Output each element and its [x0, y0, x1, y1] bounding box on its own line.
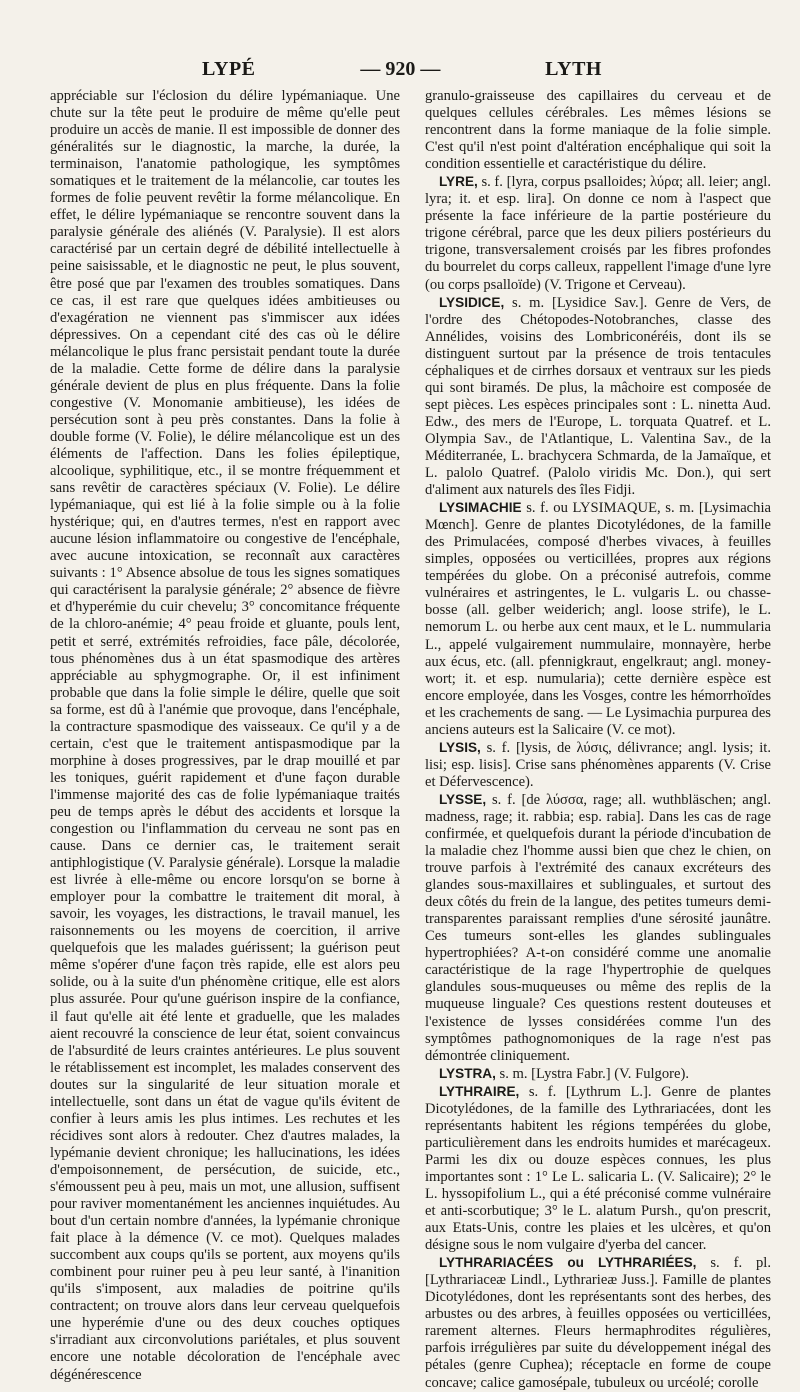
entry-body: s. m. [Lystra Fabr.] (V. Fulgore).	[495, 1065, 689, 1082]
entry-lythraire	[425, 1083, 771, 1254]
header-right-word: LYTH	[545, 57, 602, 80]
left-column-text: appréciable sur l'éclosion du délire lypémaniaque. Une chute sur la tête peut le produire de même qu'elle peut produire un accès de manie. Il est impossible de donner des généralités sur le diagnostic, la marche, la durée, la terminaison, l'anatomie pathologique, les symptômes somatiques et le traitement de la mélancolie, car toutes les formes de folie peuvent revêtir la forme mélancolique. En effet, le délire lypémaniaque se rencontre souvent dans la paralysie générale des aliénés (V. Paralysie). Il est alors caractérisé par un certain degré de débilité intellectuelle à peine saisissable, et le diagnostic ne peut, le plus souvent, être posé que par l'examen des troubles somatiques. Dans ce cas, il est rare que quelques idées ambitieuses ou d'exagération ne viennent pas s'immiscer aux idées dépressives. On a cependant cité des cas où le délire mélancolique le plus franc persistait pendant toute la durée de la maladie. Cette forme de délire dans la paralysie générale devient de plus en plus fréquente. Dans la folie congestive (V. Monomanie ambitieuse), les idées de persécution sont à peu près constantes. Dans la folie à double forme (V. Folie), le délire mélancolique est un des éléments de l'affection. Dans les folies épileptique, alcoolique, syphilitique, etc., il se montre fréquemment et sans revêtir de caractères spéciaux (V. Folie). Le délire lypémaniaque, qui est lié à la folie simple ou à la folie hystérique; qui, en d'autres termes, n'est en rapport avec aucune lésion inflammatoire ou congestive de l'encéphale, avec aucune intoxication, se reconnaît aux caractères suivants : 1° Absence absolue de tous les signes somatiques qui caractérisent la paralysie générale; 2° absence de fièvre et d'hyperémie du cuir chevelu; 3° concomitance fréquente de la chloro-anémie; 4° peau froide et gluante, pouls lent, petit et serré, extrémités refroidies, face pâle, décolorée, tous phénomènes dus à un état spasmodique des artères appréciable au sphygmographe. Or, il est infiniment probable que dans la folie simple le délire, quelle que soit sa forme, est dû à l'anémie que provoque, dans l'encéphale, la contracture spasmodique des vaisseaux. Ce qu'il y a de certain, c'est que le traitement antispasmodique par la morphine à doses progressives, par le drap mouillé et par les toniques, guérit rapidement et d'une façon durable l'immense majorité des cas de folie lypémaniaque traités peu de temps après le début des accidents et lorsque la congestion ou l'inflammation du cerveau ne sont pas en cause. Dans ce dernier cas, le traitement serait antiphlogistique (V. Paralysie générale). Lorsque la maladie est livrée à elle-même ou encore lorsqu'on se borne à employer pour la combattre le traitement dit moral, à savoir, les voyages, les distractions, le travail manuel, les raisonnements ou les moyens de coercition, il arrive quelquefois que les malades guérissent; la guérison peut même s'opérer d'une façon très rapide, elle est alors peu solide, ou à la suite d'un phénomène critique, elle est alors plus assurée. Pour qu'une guérison inspire de la confiance, il faut qu'elle ait été lente et graduelle, que les malades aient recouvré la conscience de leur état, soient convaincus de l'absurdité de leurs craintes antérieures. Le plus souvent le rétablissement est incomplet, les malades conservent des doutes sur la singularité de leur situation morale et intellectuelle, sont dans un état de vague qu'ils évitent de confier à leurs amis les plus intimes. Les rechutes et les récidives sont alors à redouter. Chez d'autres malades, la lypémanie devient chronique; les hallucinations, les idées d'empoisonnement, de persécution, de suicide, etc., s'émoussent peu à peu, mais un mot, une allusion, suffisent pour raviver momentanément les anciennes inquiétudes. Au bout d'un certain nombre d'années, la lypémanie chronique fait place à la démence (V. ce mot). Quelques malades succombent aux coups qu'ils se portent, aux moyens qu'ils combinent pour ruiner peu à peu leur santé, à l'inanition qu'ils s'imposent, aux maladies de poitrine qu'ils contractent; on trouve alors dans leur cerveau quelquefois une hyperémie d'une ou des deux couches optiques s'irradiant aux circonvolutions pariétales, et plus souvent encore une notable décoloration de l'encéphale avec dégénérescence	[50, 88, 400, 1383]
header-left-word: LYPÉ	[202, 57, 256, 80]
entry-body: s. f. pl. [Lythrariaceæ Lindl., Lythrarieæ Juss.]. Famille de plantes Dicotylédones, dont les représentants sont des herbes, des arbustes ou des arbres, à feuilles opposées ou verticillées, rarement alternes. Fleurs hermaphrodites régulières, parfois irrégulières par suite du développement inégal des pétales (genre Cuphea); réceptacle en forme de coupe concave; calice gamosépale, tubuleux ou urcéolé; corolle	[425, 1255, 771, 1391]
entry-term: LYSIS,	[439, 739, 481, 755]
entry-term: LYTHRARIACÉES ou LYTHRARIÉES,	[439, 1255, 697, 1271]
page-number: — 920 —	[360, 57, 441, 80]
entry-term: LYTHRAIRE,	[439, 1083, 520, 1099]
entry-body: s. f. [de λύσσα, rage; all. wuthbläschen; angl. madness, rage; it. rabbia; esp. rabia]. Dans les cas de rage confirmée, et quelquefois durant la période d'incubation de la maladie chez l'homme aussi bien que chez le chien, on trouve parfois à l'extrémité des canaux excréteurs des glandes sous-maxillaires et sublinguales, et surtout des deux côtés du frein de la langue, des petites tumeurs demi-transparentes paraissant remplies d'une sérosité jaunâtre. Ces tumeurs sont-elles les glandes sublinguales hypertrophiées? A-t-on considéré comme une anomalie caractéristique de la rage l'hypertrophie de quelques glandules sous-muqueuses ou même des replis de la muqueuse linguale? Ces questions restent douteuses et l'existence de lysses considérées comme l'un des symptômes pathognomoniques de la rage n'est pas démontrée cliniquement.	[425, 791, 771, 1064]
right-column-continuation: granulo-graisseuse des capillaires du cerveau et de quelques cellules cérébrales. Les mêmes lésions se rencontrent dans la forme maniaque de la folie simple. C'est qu'il n'est point d'altération encéphalique qui soit la condition essentielle et caractéristique du délire.	[425, 88, 771, 173]
entry-lyre	[425, 173, 771, 293]
entry-lystra	[425, 1065, 771, 1083]
running-header	[40, 55, 760, 83]
entry-body: s. f. ou LYSIMAQUE, s. m. [Lysimachia Mœnch]. Genre de plantes Dicotylédones, de la famille des Primulacées, composé d'herbes vivaces, à feuilles simples, opposées ou verticillées, propres aux régions tempérées du globe. On a préconisé autrefois, comme vulnéraires et astringentes, le L. vulgaris L. ou chasse-bosse (all. gelber weiderich; angl. loose strife), le L. nemorum L. ou herbe aux cent maux, et le L. nummularia L., appelé vulgairement nummulaire, monnayère, herbe aux écus, etc. (all. pfennigkraut, engelkraut; angl. money-wort; it. et esp. numularia); cette dernière espèce est encore employée, dans les Vosges, contre les hémorrhoïdes et les crachements de sang. — Le Lysimachia purpurea des anciens auteurs est la Salicaire (V. ce mot).	[425, 500, 771, 738]
entry-body: s. f. [Lythrum L.]. Genre de plantes Dicotylédones, de la famille des Lythrariacées, dont les représentants habitent les régions tempérées du globe, particulièrement dans les endroits humides et marécageux. Parmi les dix ou douze espèces connues, les plus importantes sont : 1° Le L. salicaria L. (V. Salicaire); 2° le L. hyssopifolium L., qui a été préconisé comme vulnéraire et anti-scorbutique; 3° le L. alatum Pursh., qu'on prescrit, aux Etats-Unis, contre les plaies et les ulcères, et qu'on désigne sous le nom vulgaire d'yerba del cancer.	[425, 1083, 771, 1254]
entry-term: LYSIDICE,	[439, 294, 505, 310]
entry-body: s. m. [Lysidice Sav.]. Genre de Vers, de l'ordre des Chétopodes-Notobranches, classe des Annélides, voisins des Lombriconéréis, dont ils se distinguent surtout par la présence de trois tentacules céphaliques et de cirrhes dorsaux et ventraux sur les pieds qui sont biramés. De plus, la mâchoire est composée de sept pièces. Les espèces principales sont : L. ninetta Aud. Edw., des mers de l'Europe, L. torquata Quatref. et L. Olympia Sav., de l'Atlantique, L. Valentina Sav., de la Méditerranée, L. brachycera Schmarda, de la Jamaïque, et L. palolo Quatref. (Palolo viridis Mc. Don.), qui sert d'aliment aux naturels des îles Fidji.	[425, 294, 771, 499]
entry-lysis	[425, 739, 771, 791]
entry-term: LYRE,	[439, 174, 478, 190]
entry-term: LYSTRA,	[439, 1065, 496, 1081]
entry-body: s. f. [lyra, corpus psalloides; λύρα; all. leier; angl. lyra; it. et esp. lira]. On donne ce nom à l'aspect que présente la face inférieure de la partie postérieure du trigone cérébral, parce que les deux piliers postérieurs du trigone, transversalement croisés par les fibres profondes du bourrelet du corps calleux, rappellent l'image d'une lyre (ou corps psalloïde) (V. Trigone et Cerveau).	[425, 174, 772, 293]
entry-lysidice	[425, 294, 771, 500]
entry-term: LYSIMACHIE	[439, 500, 522, 516]
left-column	[50, 88, 400, 1383]
entry-term: LYSSE,	[439, 791, 487, 807]
right-column	[425, 88, 772, 1391]
entry-lythrariacees	[425, 1254, 771, 1391]
entry-lysimachie	[425, 499, 771, 739]
entry-lysse	[425, 791, 771, 1065]
entry-body: s. f. [lysis, de λύσις, délivrance; angl. lysis; it. lisi; esp. lisis]. Crise sans phénomènes apparents (V. Crise et Défervescence).	[425, 739, 771, 790]
